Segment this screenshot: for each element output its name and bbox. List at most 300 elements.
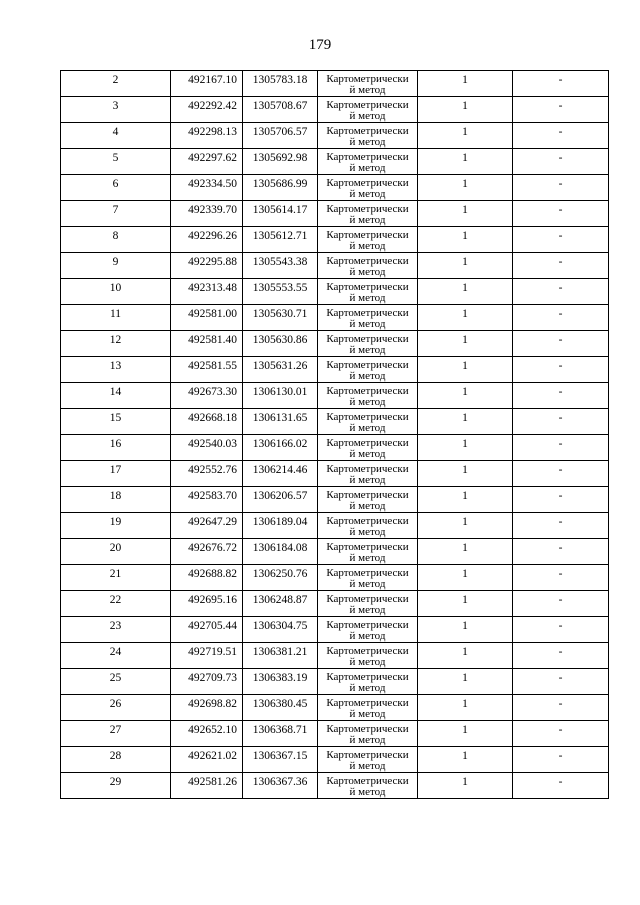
note-cell	[513, 591, 609, 617]
method-cell	[318, 435, 418, 461]
table-row	[61, 617, 609, 643]
table-row	[61, 227, 609, 253]
table-row	[61, 123, 609, 149]
method-line-1: Картометрически	[326, 541, 409, 553]
method-cell	[318, 201, 418, 227]
point-number-cell	[61, 747, 171, 773]
coordinate-x-cell	[171, 305, 243, 331]
method-cell	[318, 669, 418, 695]
accuracy-value: 1	[462, 386, 468, 398]
note-value: -	[558, 178, 563, 190]
accuracy-value: 1	[462, 438, 468, 450]
method-line-2: й метод	[349, 526, 386, 538]
coordinate-x-value: 492583.70	[188, 490, 237, 502]
point-number-value: 5	[112, 152, 119, 164]
coordinate-y-value: 1306381.21	[252, 646, 308, 658]
accuracy-cell	[418, 565, 513, 591]
point-number-value: 12	[109, 334, 122, 346]
coordinate-x-cell	[171, 175, 243, 201]
method-line-2: й метод	[349, 734, 386, 746]
coordinate-x-value: 492334.50	[188, 178, 237, 190]
method-line-1: Картометрически	[326, 515, 409, 527]
coordinate-x-value: 492540.03	[188, 438, 237, 450]
coordinate-x-cell	[171, 201, 243, 227]
method-line-2: й метод	[349, 604, 386, 616]
accuracy-cell	[418, 669, 513, 695]
coordinate-y-cell	[243, 513, 318, 539]
method-cell	[318, 565, 418, 591]
coordinate-y-cell	[243, 331, 318, 357]
coordinate-y-cell	[243, 617, 318, 643]
table-row	[61, 383, 609, 409]
accuracy-value: 1	[462, 126, 468, 138]
note-cell	[513, 747, 609, 773]
coordinate-x-cell	[171, 565, 243, 591]
coordinate-x-cell	[171, 617, 243, 643]
note-cell	[513, 773, 609, 799]
note-value: -	[558, 204, 563, 216]
coordinate-x-cell	[171, 357, 243, 383]
accuracy-cell	[418, 643, 513, 669]
coordinate-y-value: 1305686.99	[252, 178, 308, 190]
method-cell	[318, 357, 418, 383]
accuracy-value: 1	[462, 74, 468, 86]
point-number-cell	[61, 669, 171, 695]
note-cell	[513, 149, 609, 175]
note-value: -	[558, 542, 563, 554]
point-number-cell	[61, 565, 171, 591]
point-number-cell	[61, 539, 171, 565]
accuracy-cell	[418, 435, 513, 461]
coordinate-y-cell	[243, 643, 318, 669]
coordinate-x-value: 492298.13	[188, 126, 237, 138]
coordinate-y-value: 1305614.17	[252, 204, 308, 216]
coordinate-x-value: 492652.10	[188, 724, 237, 736]
method-line-1: Картометрически	[326, 437, 409, 449]
method-cell	[318, 409, 418, 435]
coordinate-y-value: 1306383.19	[252, 672, 308, 684]
table-row	[61, 487, 609, 513]
accuracy-value: 1	[462, 568, 468, 580]
method-line-2: й метод	[349, 162, 386, 174]
accuracy-cell	[418, 123, 513, 149]
table-row	[61, 773, 609, 799]
coordinate-x-cell	[171, 227, 243, 253]
method-cell	[318, 747, 418, 773]
method-line-2: й метод	[349, 110, 386, 122]
note-cell	[513, 461, 609, 487]
coordinate-x-value: 492621.02	[188, 750, 237, 762]
method-line-1: Картометрически	[326, 489, 409, 501]
point-number-cell	[61, 253, 171, 279]
table-row	[61, 175, 609, 201]
method-cell	[318, 513, 418, 539]
method-line-1: Картометрически	[326, 99, 409, 111]
point-number-value: 14	[109, 386, 122, 398]
method-line-2: й метод	[349, 214, 386, 226]
point-number-value: 15	[109, 412, 122, 424]
accuracy-cell	[418, 721, 513, 747]
note-value: -	[558, 334, 563, 346]
point-number-value: 13	[109, 360, 122, 372]
coordinate-y-value: 1305692.98	[252, 152, 308, 164]
coordinate-x-value: 492676.72	[188, 542, 237, 554]
accuracy-value: 1	[462, 490, 468, 502]
coordinate-y-cell	[243, 227, 318, 253]
coordinate-y-cell	[243, 669, 318, 695]
method-line-2: й метод	[349, 188, 386, 200]
point-number-cell	[61, 71, 171, 97]
accuracy-value: 1	[462, 100, 468, 112]
coordinate-x-value: 492292.42	[188, 100, 237, 112]
method-line-2: й метод	[349, 318, 386, 330]
accuracy-value: 1	[462, 308, 468, 320]
method-cell	[318, 97, 418, 123]
coordinate-x-cell	[171, 461, 243, 487]
point-number-cell	[61, 617, 171, 643]
method-line-2: й метод	[349, 656, 386, 668]
point-number-value: 16	[109, 438, 122, 450]
point-number-value: 10	[109, 282, 122, 294]
coordinate-y-cell	[243, 201, 318, 227]
accuracy-value: 1	[462, 516, 468, 528]
method-line-2: й метод	[349, 578, 386, 590]
accuracy-cell	[418, 305, 513, 331]
accuracy-cell	[418, 617, 513, 643]
coordinate-y-cell	[243, 487, 318, 513]
coordinate-x-cell	[171, 71, 243, 97]
point-number-cell	[61, 97, 171, 123]
accuracy-value: 1	[462, 724, 468, 736]
method-line-1: Картометрически	[326, 463, 409, 475]
method-line-1: Картометрически	[326, 359, 409, 371]
method-line-1: Картометрически	[326, 671, 409, 683]
accuracy-cell	[418, 279, 513, 305]
coordinate-y-value: 1305706.57	[252, 126, 308, 138]
point-number-value: 2	[112, 74, 119, 86]
accuracy-cell	[418, 409, 513, 435]
method-cell	[318, 487, 418, 513]
coordinate-x-cell	[171, 773, 243, 799]
point-number-cell	[61, 279, 171, 305]
table-row	[61, 201, 609, 227]
note-cell	[513, 383, 609, 409]
note-value: -	[558, 620, 563, 632]
coordinate-x-value: 492673.30	[188, 386, 237, 398]
method-line-1: Картометрически	[326, 333, 409, 345]
method-line-1: Картометрически	[326, 775, 409, 787]
accuracy-cell	[418, 253, 513, 279]
accuracy-value: 1	[462, 230, 468, 242]
table-row	[61, 643, 609, 669]
coordinate-y-value: 1306206.57	[252, 490, 308, 502]
coordinate-x-value: 492295.88	[188, 256, 237, 268]
method-line-2: й метод	[349, 474, 386, 486]
coordinate-x-cell	[171, 539, 243, 565]
coordinate-y-value: 1305612.71	[252, 230, 308, 242]
note-cell	[513, 305, 609, 331]
accuracy-cell	[418, 591, 513, 617]
point-number-cell	[61, 435, 171, 461]
table-row	[61, 253, 609, 279]
coordinate-x-cell	[171, 747, 243, 773]
accuracy-value: 1	[462, 334, 468, 346]
note-cell	[513, 513, 609, 539]
coordinate-y-cell	[243, 305, 318, 331]
accuracy-value: 1	[462, 750, 468, 762]
method-cell	[318, 383, 418, 409]
method-cell	[318, 175, 418, 201]
accuracy-cell	[418, 747, 513, 773]
table-row	[61, 513, 609, 539]
method-line-2: й метод	[349, 240, 386, 252]
coordinate-x-cell	[171, 591, 243, 617]
table-row	[61, 539, 609, 565]
coordinate-y-value: 1305708.67	[252, 100, 308, 112]
accuracy-value: 1	[462, 178, 468, 190]
table-row	[61, 357, 609, 383]
point-number-value: 23	[109, 620, 122, 632]
coordinate-y-cell	[243, 591, 318, 617]
coordinate-x-cell	[171, 643, 243, 669]
accuracy-cell	[418, 461, 513, 487]
method-line-1: Картометрически	[326, 645, 409, 657]
coordinate-x-value: 492719.51	[188, 646, 237, 658]
table-row	[61, 747, 609, 773]
note-value: -	[558, 464, 563, 476]
method-cell	[318, 643, 418, 669]
coordinate-y-value: 1306248.87	[252, 594, 308, 606]
coordinate-y-cell	[243, 435, 318, 461]
accuracy-value: 1	[462, 256, 468, 268]
note-value: -	[558, 412, 563, 424]
note-cell	[513, 617, 609, 643]
coordinate-y-value: 1305553.55	[252, 282, 308, 294]
accuracy-value: 1	[462, 594, 468, 606]
method-line-2: й метод	[349, 630, 386, 642]
coordinate-x-value: 492688.82	[188, 568, 237, 580]
note-cell	[513, 227, 609, 253]
coordinate-x-cell	[171, 435, 243, 461]
table-row	[61, 669, 609, 695]
point-number-cell	[61, 461, 171, 487]
point-number-value: 26	[109, 698, 122, 710]
point-number-cell	[61, 591, 171, 617]
coordinate-x-cell	[171, 721, 243, 747]
note-cell	[513, 71, 609, 97]
coordinate-x-cell	[171, 279, 243, 305]
point-number-cell	[61, 695, 171, 721]
table-row	[61, 97, 609, 123]
method-line-1: Картометрически	[326, 723, 409, 735]
coordinate-x-value: 492668.18	[188, 412, 237, 424]
method-line-1: Картометрически	[326, 307, 409, 319]
coordinate-y-cell	[243, 279, 318, 305]
point-number-value: 19	[109, 516, 122, 528]
coordinate-y-value: 1306189.04	[252, 516, 308, 528]
method-line-2: й метод	[349, 370, 386, 382]
note-cell	[513, 331, 609, 357]
method-line-1: Картометрически	[326, 125, 409, 137]
accuracy-cell	[418, 513, 513, 539]
coordinate-x-value: 492552.76	[188, 464, 237, 476]
coordinate-x-cell	[171, 97, 243, 123]
coordinate-x-cell	[171, 331, 243, 357]
coordinate-x-value: 492695.16	[188, 594, 237, 606]
point-number-cell	[61, 331, 171, 357]
coordinate-y-value: 1306184.08	[252, 542, 308, 554]
method-line-1: Картометрически	[326, 385, 409, 397]
method-line-1: Картометрически	[326, 255, 409, 267]
note-value: -	[558, 386, 563, 398]
method-line-2: й метод	[349, 760, 386, 772]
coordinate-y-value: 1306130.01	[252, 386, 308, 398]
point-number-value: 28	[109, 750, 122, 762]
method-line-1: Картометрически	[326, 177, 409, 189]
note-value: -	[558, 152, 563, 164]
note-value: -	[558, 672, 563, 684]
coordinate-y-value: 1305783.18	[252, 74, 308, 86]
method-cell	[318, 695, 418, 721]
coordinate-y-value: 1306304.75	[252, 620, 308, 632]
point-number-cell	[61, 227, 171, 253]
coordinate-y-cell	[243, 97, 318, 123]
note-value: -	[558, 516, 563, 528]
coordinate-x-value: 492647.29	[188, 516, 237, 528]
point-number-value: 21	[109, 568, 122, 580]
method-line-1: Картометрически	[326, 203, 409, 215]
accuracy-cell	[418, 97, 513, 123]
point-number-value: 4	[112, 126, 119, 138]
coordinate-y-cell	[243, 409, 318, 435]
coordinate-y-cell	[243, 721, 318, 747]
method-cell	[318, 721, 418, 747]
coordinate-x-value: 492705.44	[188, 620, 237, 632]
coordinate-x-value: 492581.40	[188, 334, 237, 346]
method-line-2: й метод	[349, 344, 386, 356]
note-value: -	[558, 568, 563, 580]
table-row	[61, 721, 609, 747]
coordinate-y-cell	[243, 149, 318, 175]
accuracy-cell	[418, 227, 513, 253]
point-number-value: 20	[109, 542, 122, 554]
point-number-value: 18	[109, 490, 122, 502]
coordinate-y-value: 1305630.86	[252, 334, 308, 346]
coordinate-x-value: 492313.48	[188, 282, 237, 294]
method-line-2: й метод	[349, 708, 386, 720]
coordinate-x-cell	[171, 487, 243, 513]
method-line-1: Картометрически	[326, 229, 409, 241]
note-value: -	[558, 594, 563, 606]
accuracy-cell	[418, 175, 513, 201]
note-cell	[513, 201, 609, 227]
coordinate-y-value: 1306367.15	[252, 750, 308, 762]
note-value: -	[558, 360, 563, 372]
method-line-2: й метод	[349, 84, 386, 96]
point-number-value: 6	[112, 178, 119, 190]
method-cell	[318, 71, 418, 97]
point-number-value: 7	[112, 204, 119, 216]
accuracy-value: 1	[462, 542, 468, 554]
note-cell	[513, 695, 609, 721]
coordinate-y-value: 1306367.36	[252, 776, 308, 788]
note-value: -	[558, 256, 563, 268]
accuracy-value: 1	[462, 464, 468, 476]
coordinate-y-value: 1305631.26	[252, 360, 308, 372]
accuracy-value: 1	[462, 620, 468, 632]
note-cell	[513, 721, 609, 747]
coordinate-y-value: 1306214.46	[252, 464, 308, 476]
coordinate-x-cell	[171, 409, 243, 435]
coordinate-x-value: 492709.73	[188, 672, 237, 684]
method-cell	[318, 279, 418, 305]
note-value: -	[558, 490, 563, 502]
coordinates-table	[60, 70, 609, 799]
note-cell	[513, 175, 609, 201]
coordinate-x-cell	[171, 149, 243, 175]
coordinate-x-value: 492698.82	[188, 698, 237, 710]
table-row	[61, 695, 609, 721]
point-number-cell	[61, 409, 171, 435]
method-cell	[318, 617, 418, 643]
table-body	[61, 71, 609, 799]
note-value: -	[558, 724, 563, 736]
note-cell	[513, 643, 609, 669]
method-line-2: й метод	[349, 682, 386, 694]
method-line-2: й метод	[349, 448, 386, 460]
method-line-1: Картометрически	[326, 697, 409, 709]
point-number-value: 17	[109, 464, 122, 476]
method-line-1: Картометрически	[326, 619, 409, 631]
coordinate-y-cell	[243, 461, 318, 487]
method-line-1: Картометрически	[326, 593, 409, 605]
method-cell	[318, 253, 418, 279]
point-number-value: 27	[109, 724, 122, 736]
note-cell	[513, 357, 609, 383]
table-row	[61, 435, 609, 461]
accuracy-value: 1	[462, 646, 468, 658]
coordinate-x-value: 492581.00	[188, 308, 237, 320]
coordinate-x-cell	[171, 695, 243, 721]
point-number-cell	[61, 149, 171, 175]
coordinate-x-value: 492167.10	[188, 74, 237, 86]
point-number-cell	[61, 123, 171, 149]
coordinate-y-cell	[243, 747, 318, 773]
coordinate-x-cell	[171, 383, 243, 409]
point-number-value: 25	[109, 672, 122, 684]
accuracy-value: 1	[462, 282, 468, 294]
coordinate-y-cell	[243, 565, 318, 591]
coordinate-x-cell	[171, 513, 243, 539]
note-cell	[513, 669, 609, 695]
coordinate-y-value: 1305543.38	[252, 256, 308, 268]
table-row	[61, 279, 609, 305]
accuracy-value: 1	[462, 412, 468, 424]
note-cell	[513, 487, 609, 513]
method-line-1: Картометрически	[326, 567, 409, 579]
coordinate-y-cell	[243, 539, 318, 565]
note-value: -	[558, 100, 563, 112]
accuracy-cell	[418, 487, 513, 513]
note-value: -	[558, 126, 563, 138]
method-line-2: й метод	[349, 266, 386, 278]
point-number-value: 9	[112, 256, 119, 268]
coordinate-y-cell	[243, 695, 318, 721]
accuracy-cell	[418, 71, 513, 97]
note-value: -	[558, 230, 563, 242]
method-cell	[318, 461, 418, 487]
accuracy-cell	[418, 357, 513, 383]
